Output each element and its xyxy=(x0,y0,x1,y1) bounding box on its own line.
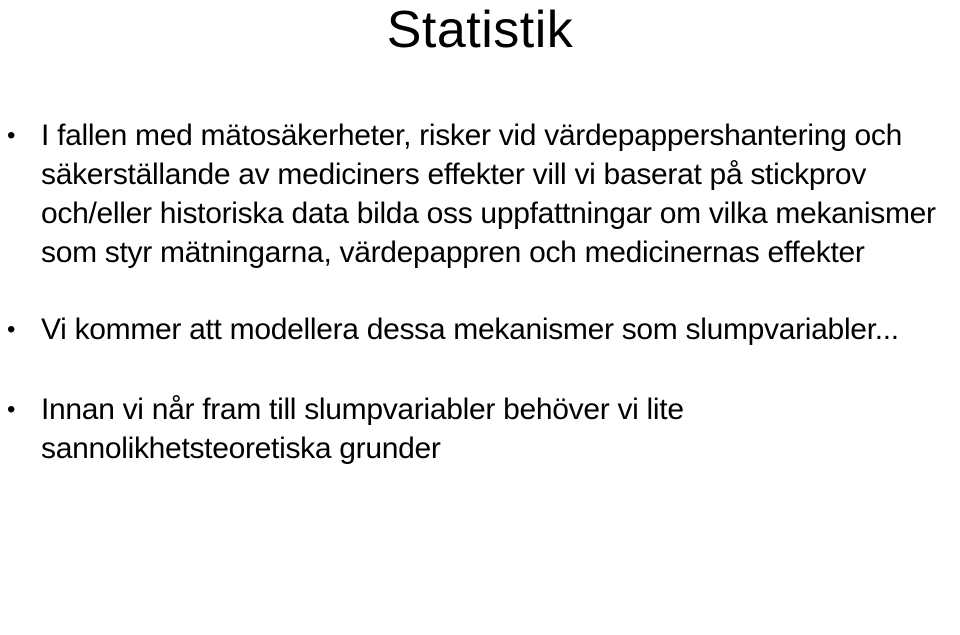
bullet-text: Innan vi når fram till slumpvariabler behöver vi lite sannolikhetsteoretiska grunder xyxy=(41,393,684,465)
bullet-marker: • xyxy=(6,396,16,423)
bullet-item xyxy=(0,310,960,349)
bullet-item xyxy=(0,390,960,468)
bullet-marker: • xyxy=(6,316,16,343)
bullet-list xyxy=(0,116,960,468)
bullet-item xyxy=(0,116,960,272)
slide-title: Statistik xyxy=(386,1,574,59)
bullet-text: Vi kommer att modellera dessa mekanismer som slumpvariabler... xyxy=(41,313,899,346)
bullet-marker: • xyxy=(6,122,16,149)
bullet-text: I fallen med mätosäkerheter, risker vid värdepappershantering och säkerställande av mediciners effekter vill vi baserat på stickprov och/eller historiska data bilda oss uppfattningar om vilka mekanismer som styr mätningarna, värdepappren och medicinernas effekter xyxy=(41,119,936,269)
